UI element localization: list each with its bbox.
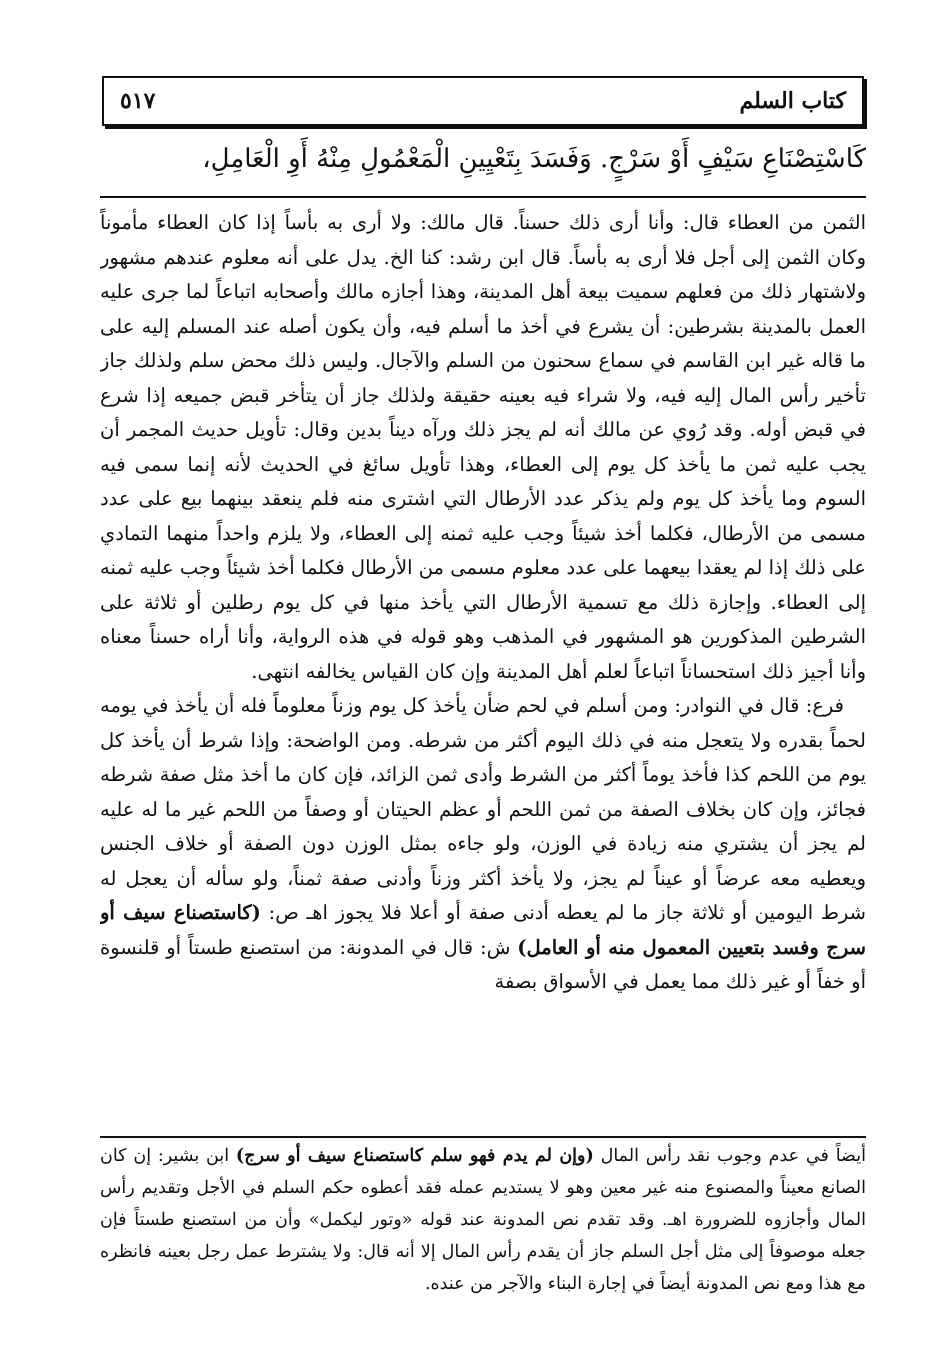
- matn-quote: (كاستصناع سيف أو سرج وفسد بتعيين المعمول منه أو العامل): [100, 901, 866, 959]
- top-divider: [100, 196, 866, 198]
- footnote-text: أيضاً في عدم وجوب نقد رأس المال: [600, 1146, 866, 1166]
- commentary-paragraph: الثمن من العطاء قال: وأنا أرى ذلك حسناً. قال مالك: ولا أرى به بأساً إذا كان العطاء مأموناً وكان الثمن إلى أجل فلا أرى به بأساً. قال ابن رشد: كنا الخ. يدل على أنه معلوم عندهم مشهور ولاشتهار ذلك من فعلهم سميت بيعة أهل المدينة، وهذا أجازه مالك وأصحابه اتباعاً لما جرى عليه العمل بالمدينة بشرطين: أن يشرع في أخذ ما أسلم فيه، وأن يكون أصله عند المسلم إليه على ما قاله غير ابن القاسم في سماع سحنون من السلم والآجال. وليس ذلك محض سلم ولذلك جاز تأخير رأس المال إليه فيه، ولا شراء فيه بعينه حقيقة ولذلك جاز أن يتأخر قبض جميعه إذا شرع في قبض أوله. وقد رُوي عن مالك أنه لم يجز ذلك ورآه ديناً بدين وقال: تأويل حديث المجمر أن يجب عليه ثمن ما يأخذ كل يوم إلى العطاء، وهذا تأويل سائغ في الحديث لأنه إنما سمى فيه السوم وما يأخذ كل يوم ولم يذكر عدد الأرطال التي اشترى منه فلم ينعقد بينهما بيع على عدد مسمى من الأرطال، فكلما أخذ شيئاً وجب عليه ثمنه إلى العطاء، ولا يلزم واحداً منهما التمادي على ذلك إذا لم يعقدا بيعهما على عدد معلوم مسمى من الأرطال فكلما أخذ شيئاً وجب عليه ثمنه إلى العطاء. وإجازة ذلك مع تسمية الأرطال التي يأخذ منها في كل يوم رطلين أو ثلاثة على الشرطين المذكورين هو المشهور في المذهب وهو قوله في هذه الرواية، وأنا أراه حسناً معناه وأنا أجيز ذلك استحساناً اتباعاً لعلم أهل المدينة وإن كان القياس يخالفه انتهى.: [100, 211, 866, 683]
- paragraph-text: ش: قال في المدونة: من استصنع طستاً أو قلنسوة أو خفاً أو غير ذلك مما يعمل في الأسواق بصفة: [100, 935, 866, 993]
- commentary-paragraph: [100, 689, 866, 1000]
- running-header: [102, 76, 864, 126]
- page-number: ٥١٧: [120, 88, 156, 114]
- footnote-divider: [100, 1136, 866, 1138]
- matn-text: كَاسْتِصْنَاعِ سَيْفٍ أَوْ سَرْجٍ. وَفَسَدَ بِتَعْيِينِ الْمَعْمُولِ مِنْهُ أَوِ الْعَامِلِ،: [202, 144, 866, 174]
- footnote-body: [100, 1140, 866, 1340]
- book-title: كتاب السلم: [739, 88, 846, 114]
- footnote-paragraph: [100, 1140, 866, 1300]
- paragraph-text: فرع: قال في النوادر: ومن أسلم في لحم ضأن يأخذ كل يوم وزناً معلوماً فله أن يأخذ في يومه لحماً بقدره ولا يتعجل منه في ذلك اليوم أكثر من شرطه. ومن الواضحة: وإذا شرط أن يأخذ كل يوم من اللحم كذا فأخذ يوماً أكثر من الشرط وأدى ثمن الزائد، فإن كان ما أخذ مثل صفة شرطه فجائز، وإن كان بخلاف الصفة من ثمن اللحم أو عظم الحيتان أو وصفاً من اللحم غير ما له عليه لم يجز أن يشتري منه زيادة في الوزن، ولو جاءه بمثل الوزن دون الصفة أو خلاف الجنس ويعطيه معه عرضاً أو عيناً لم يجز، ولا يأخذ أكثر وزناً وأدنى صفة ثمناً، ولو سأله أن يعجل له شرط اليومين أو ثلاثة جاز ما لم يعطه أدنى صفة أو أعلا فلا يجوز اهـ ص:: [100, 694, 866, 924]
- footnote-quote: (وإن لم يدم فهو سلم كاستصناع سيف أو سرج): [235, 1146, 594, 1166]
- commentary-body: [100, 206, 866, 1132]
- footnote-text: ابن بشير: إن كان الصانع معيناً والمصنوع منه غير معين وهو لا يستديم عمله فقد أعطوه حكم السلم في الأجل وتقديم رأس المال وأجازوه للضرورة اهـ. وقد تقدم نص المدونة عند قوله «وتور ليكمل» وأن من استصنع طستاً فإن جعله موصوفاً إلى مثل أجل السلم جاز أن يقدم رأس المال إلا أنه قال: ولا يشترط عمل رجل بعينه فانظره مع هذا ومع نص المدونة أيضاً في إجارة البناء والآجر من عنده.: [100, 1146, 866, 1294]
